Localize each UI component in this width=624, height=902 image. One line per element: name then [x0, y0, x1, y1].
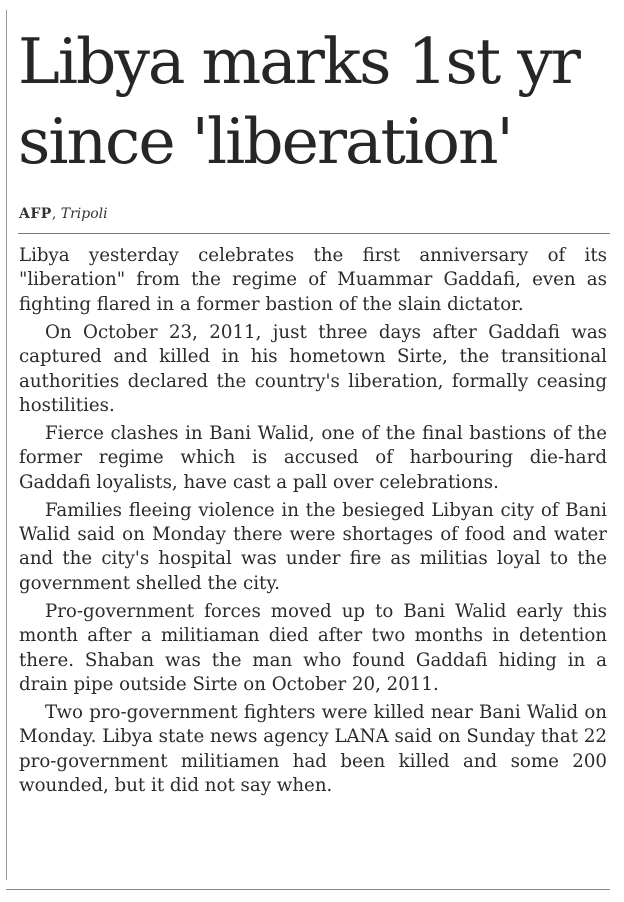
paragraph: Libya yesterday celebrates the first anniversary of its "liberation" from the regime of Muammar Gaddafi, even as fighting flared in a former bastion of the slain dictator. [19, 245, 607, 315]
article-body [19, 244, 607, 802]
headline-line-1: Libya marks 1st yr [18, 25, 579, 98]
paragraph: Families fleeing violence in the besieged Libyan city of Bani Walid said on Monday there were shortages of food and water and the city's hospital was under fire as militias loyal to the government shelled the city. [19, 499, 607, 594]
byline-agency: AFP [19, 206, 52, 222]
column-rule-left [6, 10, 7, 880]
paragraph: Two pro-government fighters were killed near Bani Walid on Monday. Libya state news agency LANA said on Sunday that 22 pro-government militiamen had been killed and some 200 wounded, but it did not say when. [19, 701, 607, 797]
paragraph: On October 23, 2011, just three days after Gaddafi was captured and killed in his hometown Sirte, the transitional authorities declared the country's liberation, formally ceasing hostilities. [19, 321, 607, 416]
bottom-rule [6, 889, 610, 890]
byline [19, 205, 108, 223]
paragraph: Pro-government forces moved up to Bani Walid early this month after a militiaman died after two months in detention there. Shaban was the man who found Gaddafi hiding in a drain pipe outside Sirte on October 20, 2011. [19, 600, 607, 695]
headline [18, 22, 618, 182]
paragraph: Fierce clashes in Bani Walid, one of the final bastions of the former regime which is accused of harbouring die-hard Gaddafi loyalists, have cast a pall over celebrations. [19, 422, 607, 493]
byline-divider [18, 233, 610, 234]
byline-separator: , [51, 206, 57, 222]
byline-place: Tripoli [60, 206, 108, 222]
headline-line-2: since 'liberation' [18, 105, 512, 178]
